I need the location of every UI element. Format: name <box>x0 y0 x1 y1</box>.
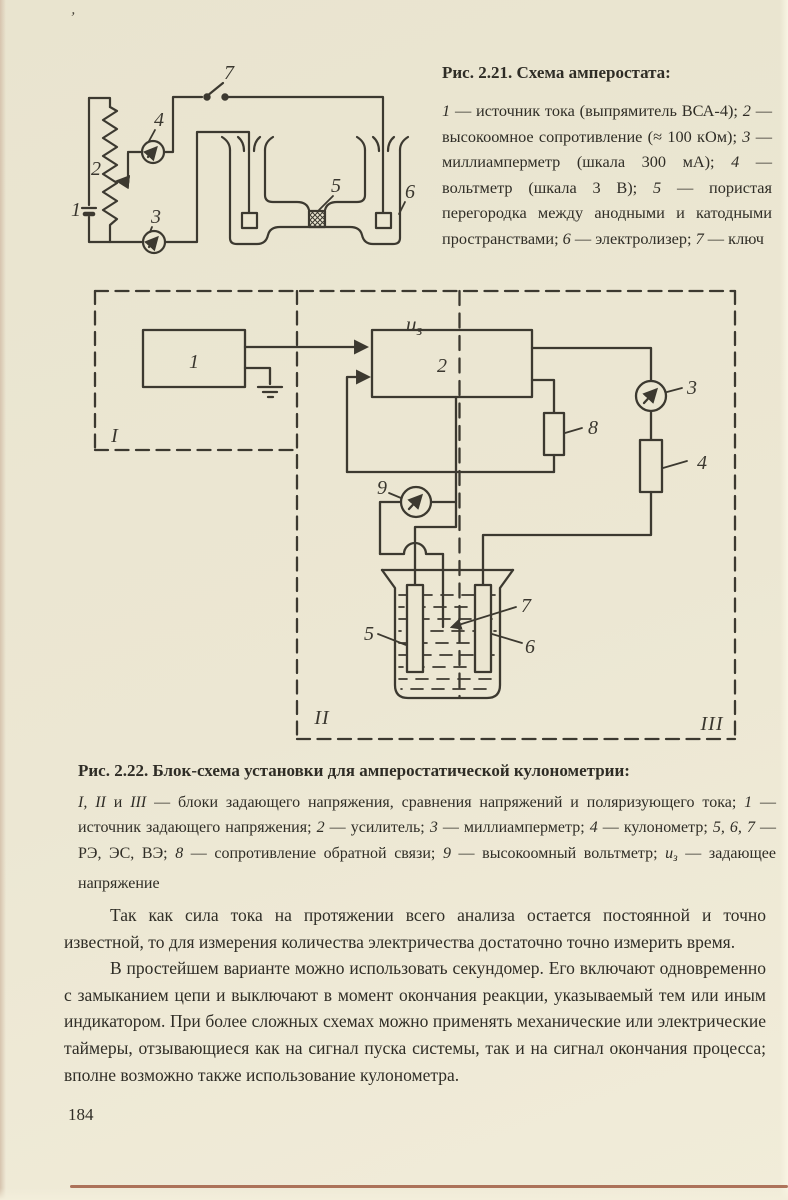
paragraph-2: В простейшем варианте можно использовать секундомер. Его включают одновременно с замыканием цепи и выключают в момент окончания реакции, указываемый тем или иным индикатором. При более сложных схемах можно применять механические или электрические таймеры, отзывающиеся как на сигнал пуска системы, так и на сигнал окончания процесса; вполне возможно также использование кулонометра. <box>64 958 766 1085</box>
body-text <box>64 902 766 1088</box>
block-2-label: 2 <box>437 355 447 377</box>
paragraph-1: Так как сила тока на протяжении всего анализа остается постоянной и точно известной, то для измерения количества электричества достаточно точно измерить время. <box>64 905 766 952</box>
label-6: 6 <box>525 636 535 658</box>
right-electrode <box>376 213 391 228</box>
region-II-label: II <box>314 707 330 729</box>
wire-hop-crossover <box>380 543 443 554</box>
fig-2-21-legend: 1 — источник тока (выпрямитель ВСА-4); 2 — высокоомное сопротивление (≈ 100 кОм); 3 — миллиамперметр (шкала 300 мА); 4 — вольтметр (шкала 3 В); 5 — пористая перегородка между анодными и катодными пространствами; 6 — электролизер; 7 — ключ <box>442 101 772 248</box>
output-wire <box>532 348 651 381</box>
u3-signal-label: $u_з$ <box>406 312 423 339</box>
fig-2-22-coulometry-block-diagram <box>85 282 750 752</box>
label-leader-lines <box>149 130 405 232</box>
label-4: 4 <box>697 452 707 474</box>
region-I-label: I <box>111 425 119 447</box>
ground-symbol <box>245 368 282 397</box>
block-2-amplifier <box>372 330 532 397</box>
voltmeter-4-icon <box>128 97 202 163</box>
label-3: 3 <box>151 206 161 228</box>
region-III-label: III <box>700 713 724 735</box>
ink-speck: ’ <box>68 9 77 27</box>
switch-7 <box>204 83 227 100</box>
feedback-input-arrow <box>347 377 368 472</box>
label-5: 5 <box>364 623 374 645</box>
auxiliary-electrode-6 <box>475 585 491 672</box>
page-number: 184 <box>68 1105 94 1124</box>
block-1-label: 1 <box>189 351 199 373</box>
rheostat-tap-arrow <box>118 153 128 182</box>
working-electrode-5 <box>407 585 423 672</box>
page-right-edge <box>780 0 788 1200</box>
milliammeter-3-icon <box>636 381 666 411</box>
wire-to-left-electrode <box>165 132 249 242</box>
label-2: 2 <box>91 158 101 180</box>
label-9: 9 <box>377 477 387 499</box>
label-5: 5 <box>331 175 341 197</box>
wire <box>532 380 554 413</box>
label-4: 4 <box>154 109 164 131</box>
wire-to-right-electrode <box>228 97 383 213</box>
page-bottom-edge <box>0 1188 788 1200</box>
label-7: 7 <box>521 595 531 617</box>
fig-2-21-amperostat-circuit-diagram <box>60 55 435 275</box>
label-3: 3 <box>687 377 697 399</box>
label-7: 7 <box>224 62 234 84</box>
milliammeter-3-icon <box>143 231 165 253</box>
fig-2-22-title: Рис. 2.22. Блок-схема установки для амперостатической кулонометрии: <box>78 761 630 780</box>
label-1: 1 <box>71 199 81 221</box>
feedback-resistor-8 <box>544 413 564 455</box>
coulometer-4 <box>640 440 662 492</box>
label-6: 6 <box>405 181 415 203</box>
fig-2-21-caption <box>442 62 772 251</box>
left-electrode <box>242 213 257 228</box>
electrolytic-cell-beaker <box>382 554 513 698</box>
page-left-edge <box>0 0 6 1200</box>
fig-2-22-legend: I, II и III — блоки задающего напряжения, сравнения напряжений и поляризующего тока; 1 — источник задающего напряжения; 2 — усилитель; 3 — миллиамперметр; 4 — кулонометр; 5, 6, 7 — РЭ, ЭС, ВЭ; 8 — сопротивление обратной связи; 9 — высокоомный вольтметр; $u_з$ — задающее напряжение <box>78 794 777 892</box>
label-8: 8 <box>588 417 598 439</box>
porous-plug-5 <box>309 211 325 227</box>
fig-2-21-title: Рис. 2.21. Схема амперостата: <box>442 63 671 82</box>
